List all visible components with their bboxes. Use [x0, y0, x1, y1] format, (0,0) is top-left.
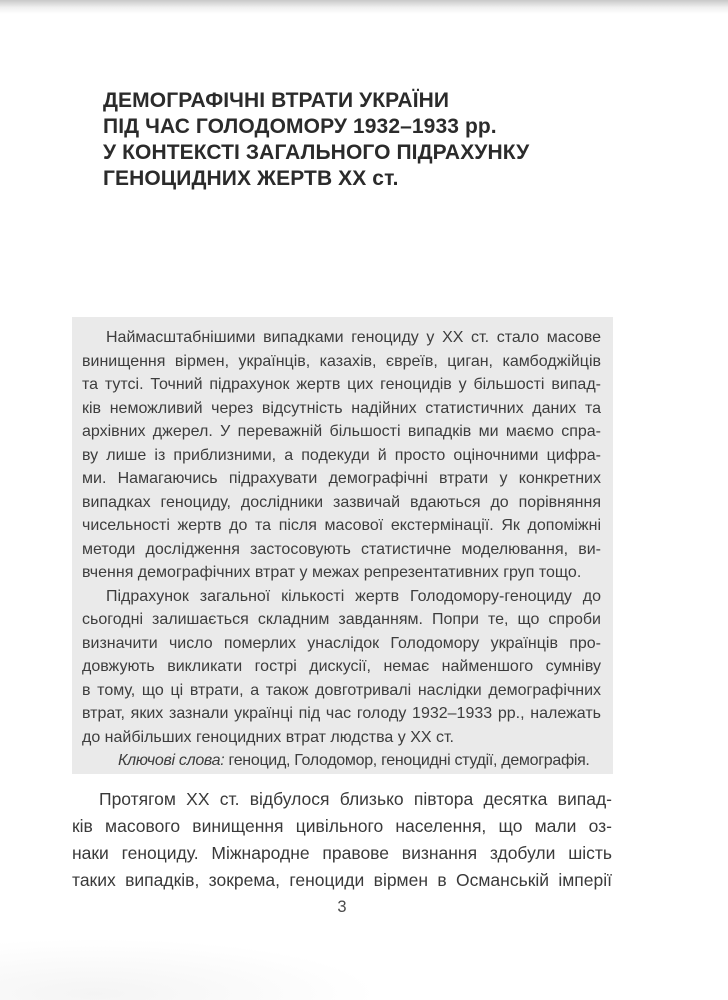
text-line: ПІД ЧАС ГОЛОДОМОРУ 1932–1933 рр. — [103, 115, 497, 138]
abstract-box — [72, 317, 613, 774]
text-line: ми. Намагаючись підрахувати демографічні втрати у конкретних — [82, 470, 601, 487]
text-line: до найбільших геноцидних втрат людства у ХХ ст. — [82, 728, 454, 746]
text-line: вчення демографічних втрат у межах репрезентативних груп тощо. — [82, 564, 582, 581]
text-line: та тутсі. Точний підрахунок жертв цих геноцидів у більшості випад- — [82, 376, 601, 393]
text-line: ків масового винищення цивільного населення, що мали оз- — [72, 816, 612, 836]
scan-shadow-top — [0, 0, 728, 14]
text-line: наки геноциду. Міжнародне правове визнання здобули шість — [72, 843, 612, 863]
text-line: в тому, що ці втрати, а також довготривалі наслідки демографічних — [82, 681, 601, 699]
text-line: винищення вірмен, українців, казахів, євреїв, циган, камбоджійців — [82, 352, 601, 370]
keywords-line — [82, 749, 601, 773]
text-line: втрат, яких зазнали українці під час голоду 1932–1933 рр., належать — [82, 705, 601, 722]
text-line: ків неможливий через відсутність надійних статистичних даних та — [82, 399, 601, 417]
text-line: випадках геноциду, дослідники зазвичай вдаються до порівняння — [82, 493, 601, 511]
text-line: ГЕНОЦИДНИХ ЖЕРТВ ХХ ст. — [103, 167, 399, 190]
text-line: чисельності жертв до та після масової екстермінації. Як допоміжні — [82, 517, 601, 534]
article-title — [103, 88, 623, 192]
scan-shadow-bottom — [0, 938, 380, 1000]
keywords-label: Ключові слова: — [118, 752, 225, 769]
text-line: У КОНТЕКСТІ ЗАГАЛЬНОГО ПІДРАХУНКУ — [103, 141, 530, 164]
text-line: ву лише із приблизними, а подекуди й просто оціночними цифра- — [82, 446, 601, 464]
page-number: 3 — [337, 898, 347, 916]
text-line: Наймасштабнішими випадками геноциду у ХХ ст. стало масове — [106, 329, 601, 346]
text-line: Підрахунок загальної кількості жертв Голодомору-геноциду до — [106, 587, 601, 605]
text-line: довжують викликати гострі дискусії, немає найменшого сумніву — [82, 658, 601, 675]
text-line: таких випадків, зокрема, геноциди вірмен в Османській імперії — [72, 870, 612, 890]
body-paragraph — [72, 786, 612, 894]
text-line: сьогодні залишається складним завданням. Попри те, що спроби — [82, 611, 601, 628]
keywords-text: геноцид, Голодомор, геноцидні студії, демографія. — [224, 752, 590, 769]
text-line: Протягом ХХ ст. відбулося близько півтора десятка випад- — [99, 789, 612, 809]
text-line: ДЕМОГРАФІЧНІ ВТРАТИ УКРАЇНИ — [103, 89, 450, 112]
text-line: визначити число померлих унаслідок Голодомору українців про- — [82, 634, 601, 652]
text-line: методи дослідження застосовують статистичне моделювання, ви- — [82, 540, 601, 558]
abstract-paragraph-1 — [82, 326, 601, 585]
abstract-paragraph-2 — [82, 585, 601, 750]
text-line: архівних джерел. У переважній більшості випадків ми маємо спра- — [82, 423, 601, 440]
